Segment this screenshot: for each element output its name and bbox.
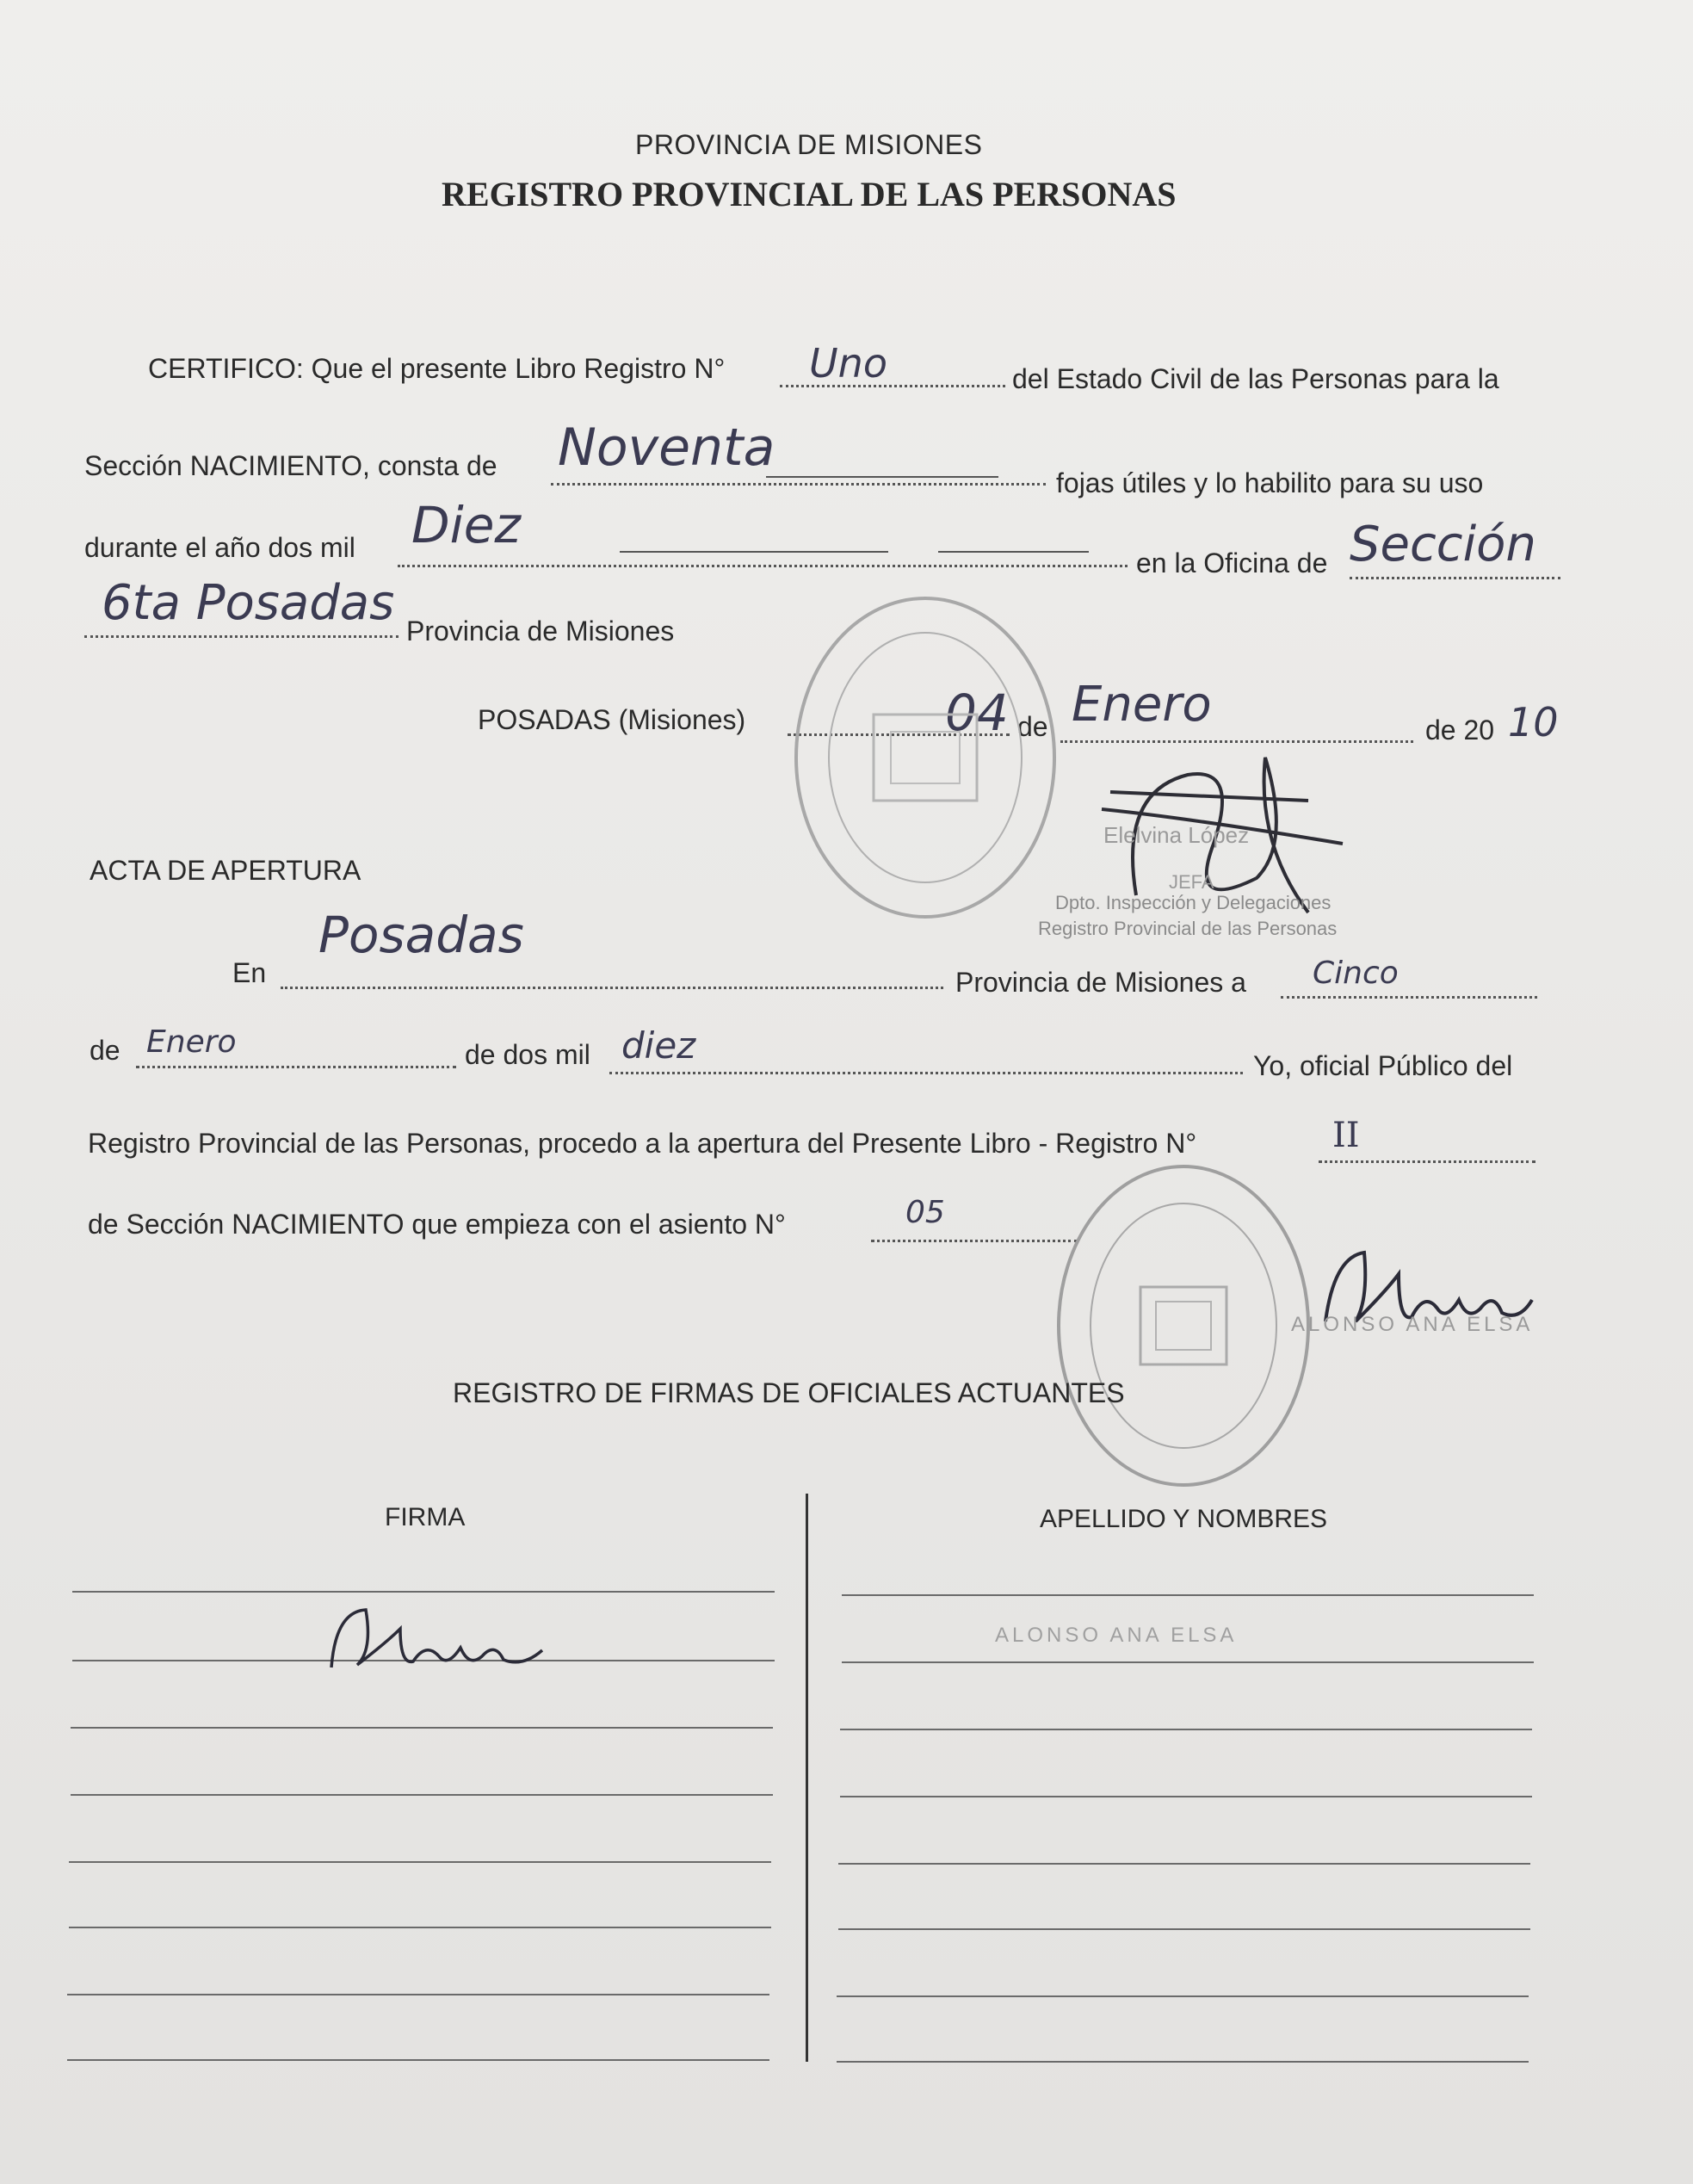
opening-month-dots xyxy=(136,1066,456,1068)
cert-line3-prefix: durante el año dos mil xyxy=(84,532,355,563)
opening-official: Yo, oficial Público del xyxy=(1253,1050,1513,1081)
date-de1: de xyxy=(1017,711,1048,742)
stamp2-name: ALONSO ANA ELSA xyxy=(1291,1313,1534,1336)
cert-folios-value: Noventa xyxy=(558,418,775,478)
cert-office-dots xyxy=(1350,577,1560,579)
nombres-row-line xyxy=(837,1995,1529,1997)
header-registry: REGISTRO PROVINCIAL DE LAS PERSONAS xyxy=(442,175,1177,213)
firma-row-line xyxy=(69,1861,771,1863)
registry-seal-2 xyxy=(1046,1154,1321,1498)
firma-row-line xyxy=(71,1727,773,1729)
cert-line4-suffix: Provincia de Misiones xyxy=(406,616,675,647)
opening-de: de xyxy=(90,1035,120,1066)
cert-office2-dots xyxy=(84,635,399,638)
date-day: 04 xyxy=(945,684,1009,742)
opening-register-number: II xyxy=(1332,1116,1360,1155)
opening-line3: Registro Provincial de las Personas, procedo a la apertura del Presente Libro - Registro N° xyxy=(88,1128,1197,1159)
opening-line4: de Sección NACIMIENTO que empieza con el asiento N° xyxy=(88,1209,786,1240)
nombres-row-line xyxy=(842,1661,1534,1663)
firma-row-line xyxy=(71,1794,773,1796)
cert-folios-dots xyxy=(551,483,1046,486)
cert-year-underline-a xyxy=(620,551,888,553)
date-year-suffix: 10 xyxy=(1508,699,1559,746)
cert-book-number: Uno xyxy=(809,340,887,387)
opening-city-dots xyxy=(281,987,943,989)
opening-en: En xyxy=(232,957,267,988)
cert-year-underline-b xyxy=(938,551,1089,553)
opening-month: Enero xyxy=(146,1024,237,1060)
cert-line2-suffix: fojas útiles y lo habilito para su uso xyxy=(1056,467,1484,498)
firma-row-line xyxy=(72,1591,775,1593)
cert-office-part2: 6ta Posadas xyxy=(102,575,395,631)
opening-register-dots xyxy=(1319,1160,1535,1163)
cert-line1-suffix: del Estado Civil de las Personas para la xyxy=(1012,363,1499,394)
place-date-prefix: POSADAS (Misiones) xyxy=(478,704,746,735)
opening-title: ACTA DE APERTURA xyxy=(90,855,361,886)
date-de2: de 20 xyxy=(1425,715,1495,746)
opening-de-dos-mil: de dos mil xyxy=(465,1039,590,1070)
opening-year-dots xyxy=(609,1072,1243,1074)
cert-office-part1: Sección xyxy=(1350,517,1536,572)
registry-seal-1 xyxy=(783,585,1067,930)
nombres-row-line xyxy=(840,1796,1532,1797)
signature-alonso-2 xyxy=(323,1603,555,1672)
header-province: PROVINCIA DE MISIONES xyxy=(635,129,983,160)
opening-year-word: diez xyxy=(621,1024,696,1067)
cert-line3-mid: en la Oficina de xyxy=(1136,548,1328,578)
opening-day-word: Cinco xyxy=(1313,956,1399,991)
cert-year-word: Diez xyxy=(411,496,521,554)
firma-row-line xyxy=(67,1994,769,1995)
firma-row-line xyxy=(67,2059,769,2061)
cert-folios-underline xyxy=(766,476,998,478)
cert-line2-prefix: Sección NACIMIENTO, consta de xyxy=(84,450,497,481)
opening-entry-number: 05 xyxy=(905,1195,945,1230)
date-month: Enero xyxy=(1072,677,1212,733)
nombres-row-line xyxy=(838,1928,1530,1930)
cert-line1-prefix: CERTIFICO: Que el presente Libro Registro N° xyxy=(148,353,726,384)
opening-day-dots xyxy=(1281,996,1537,999)
col-firma-header: FIRMA xyxy=(385,1503,466,1531)
row1-name-stamp: ALONSO ANA ELSA xyxy=(995,1624,1238,1647)
col-nombres-header: APELLIDO Y NOMBRES xyxy=(1040,1505,1328,1533)
stamp1-role: JEFA xyxy=(1169,871,1214,893)
firma-row-line xyxy=(69,1927,771,1928)
table-divider xyxy=(806,1494,808,2062)
stamp1-dept: Dpto. Inspección y Delegaciones xyxy=(1055,892,1332,913)
nombres-row-line xyxy=(842,1594,1534,1596)
nombres-row-line xyxy=(840,1729,1532,1730)
signatures-title: REGISTRO DE FIRMAS DE OFICIALES ACTUANTES xyxy=(453,1377,1125,1408)
stamp1-org: Registro Provincial de las Personas xyxy=(1038,918,1338,939)
stamp1-name: Elelvina López xyxy=(1103,822,1250,848)
cert-year-dots xyxy=(398,565,1128,567)
nombres-row-line xyxy=(837,2061,1529,2063)
opening-province-text: Provincia de Misiones a xyxy=(955,967,1246,998)
opening-city: Posadas xyxy=(318,906,524,964)
nombres-row-line xyxy=(838,1863,1530,1865)
